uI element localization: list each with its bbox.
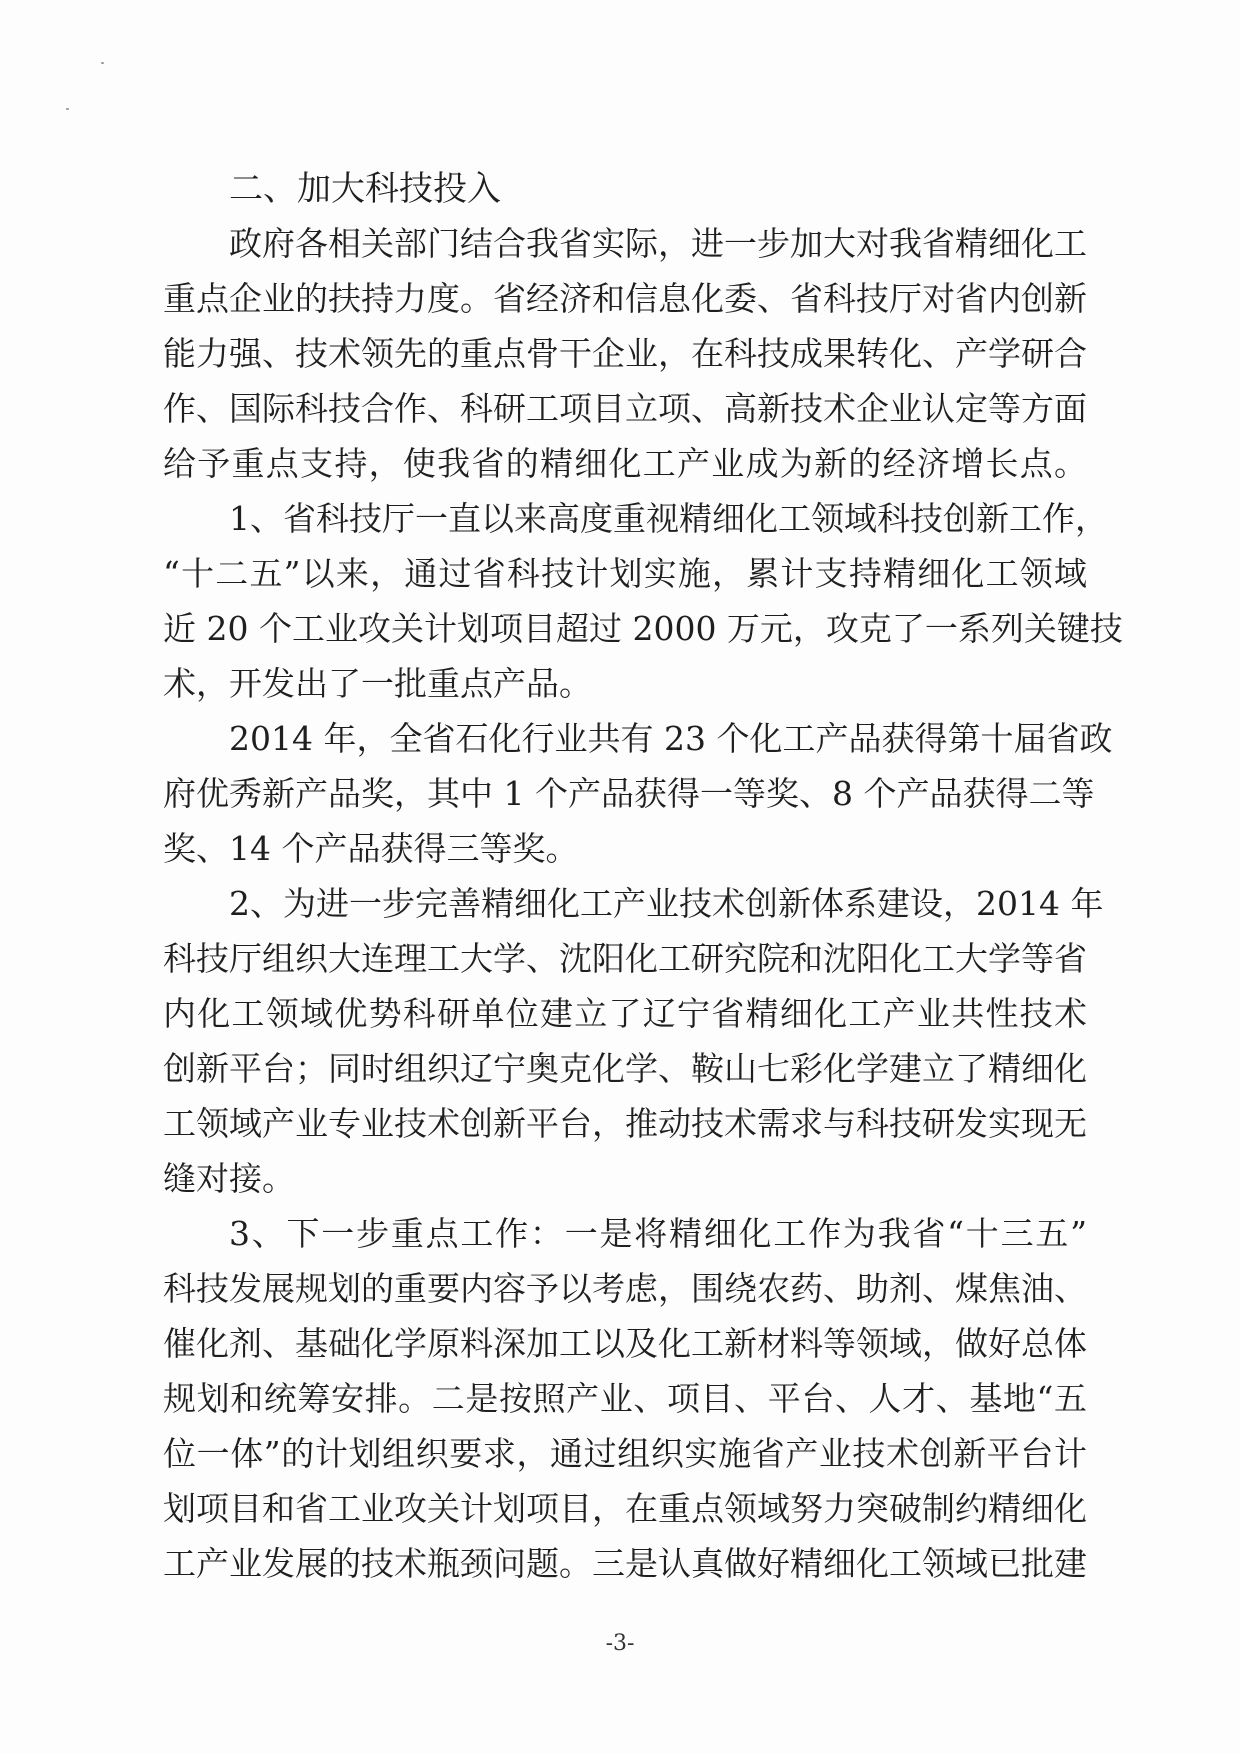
paragraph-line: 科技厅组织大连理工大学、沈阳化工研究院和沈阳化工大学等省: [163, 939, 1087, 978]
paragraph-line: 奖、14 个产品获得三等奖。: [163, 829, 579, 868]
paragraph-line: 工产业发展的技术瓶颈问题。三是认真做好精细化工领域已批建: [163, 1544, 1087, 1583]
paragraph-line: 3、下一步重点工作：一是将精细化工作为我省“十三五”: [229, 1214, 1087, 1253]
section-heading: 二、加大科技投入: [229, 169, 501, 209]
paragraph-line: 2、为进一步完善精细化工产业技术创新体系建设，2014 年: [229, 884, 1104, 923]
paragraph-line: 划项目和省工业攻关计划项目，在重点领域努力突破制约精细化: [163, 1489, 1087, 1528]
paragraph-line: 术，开发出了一批重点产品。: [163, 664, 592, 703]
paragraph-line: 1、省科技厅一直以来高度重视精细化工领域科技创新工作，: [229, 499, 1108, 538]
paragraph-line: 工领域产业专业技术创新平台，推动技术需求与科技研发实现无: [163, 1104, 1087, 1143]
paragraph-line: 政府各相关部门结合我省实际，进一步加大对我省精细化工: [229, 224, 1087, 263]
paragraph-line: 重点企业的扶持力度。省经济和信息化委、省科技厅对省内创新: [163, 279, 1087, 318]
scan-speck: [101, 62, 104, 64]
page-number: -3-: [605, 1631, 635, 1656]
paragraph-line: 内化工领域优势科研单位建立了辽宁省精细化工产业共性技术: [163, 994, 1087, 1033]
paragraph-line: 2014 年，全省石化行业共有 23 个化工产品获得第十届省政: [229, 719, 1113, 758]
paragraph-line: 催化剂、基础化学原料深加工以及化工新材料等领域，做好总体: [163, 1324, 1087, 1363]
paragraph-line: 缝对接。: [163, 1159, 295, 1198]
paragraph-line: 近 20 个工业攻关计划项目超过 2000 万元，攻克了一系列关键技: [163, 609, 1123, 648]
paragraph-line: 能力强、技术领先的重点骨干企业，在科技成果转化、产学研合: [163, 334, 1087, 373]
paragraph-line: 作、国际科技合作、科研工项目立项、高新技术企业认定等方面: [163, 389, 1087, 428]
paragraph-line: 规划和统筹安排。二是按照产业、项目、平台、人才、基地“五: [163, 1379, 1087, 1418]
paragraph-line: 府优秀新产品奖，其中 1 个产品获得一等奖、8 个产品获得二等: [163, 774, 1095, 813]
paragraph-line: 科技发展规划的重要内容予以考虑，围绕农药、助剂、煤焦油、: [163, 1269, 1087, 1308]
paragraph-line: 位一体”的计划组织要求，通过组织实施省产业技术创新平台计: [163, 1434, 1087, 1473]
paragraph-line: 给予重点支持，使我省的精细化工产业成为新的经济增长点。: [163, 444, 1087, 483]
paragraph-line: “十二五”以来，通过省科技计划实施，累计支持精细化工领域: [163, 554, 1087, 593]
scan-speck: [66, 108, 69, 110]
paragraph-line: 创新平台；同时组织辽宁奥克化学、鞍山七彩化学建立了精细化: [163, 1049, 1087, 1088]
